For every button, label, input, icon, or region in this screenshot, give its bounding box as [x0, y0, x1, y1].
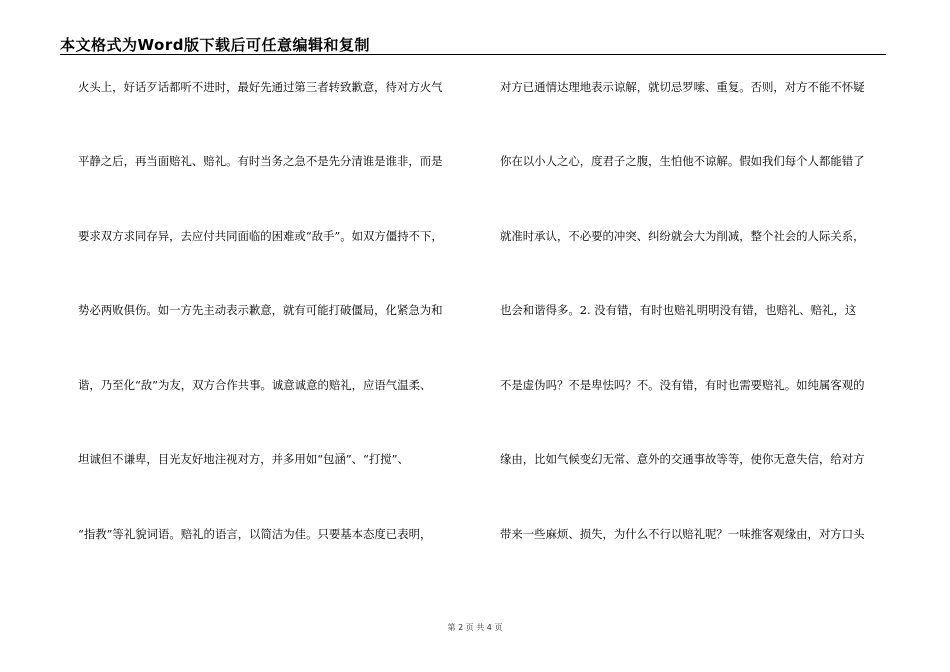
text-line: 势必两败俱伤。如一方先主动表示歉意，就有可能打破僵局，化紧急为和 — [78, 303, 443, 317]
text-line: 坦诚但不谦卑，目光友好地注视对方，并多用如“包涵”、“打搅”、 — [78, 452, 409, 466]
text-line: 要求双方求同存异，去应付共同面临的困难或“敌手”。如双方僵持不下， — [78, 229, 443, 243]
text-line: 缘由，比如气候变幻无常、意外的交通事故等等，使你无意失信，给对方 — [500, 452, 865, 466]
header-divider — [60, 54, 886, 55]
text-line: 你在以小人之心，度君子之腹，生怕他不谅解。假如我们每个人都能错了 — [500, 154, 865, 168]
text-line: 谐，乃至化“敌”为友，双方合作共事。诚意诚意的赔礼，应语气温柔、 — [78, 378, 432, 392]
text-line: 平静之后，再当面赔礼、赔礼。有时当务之急不是先分清谁是谁非，而是 — [78, 154, 443, 168]
text-line: 对方已通情达理地表示谅解，就切忌罗嗦、重复。否则，对方不能不怀疑 — [500, 80, 865, 94]
text-line: 火头上，好话歹话都听不进时，最好先通过第三者转致歉意，待对方火气 — [78, 80, 443, 94]
text-line: 也会和谐得多。2. 没有错，有时也赔礼明明没有错，也赔礼、赔礼，这 — [500, 303, 857, 317]
text-line: 就准时承认，不必要的冲突、纠纷就会大为削减，整个社会的人际关系， — [500, 229, 865, 243]
page-header: 本文格式为Word版下载后可任意编辑和复制 — [60, 36, 370, 54]
text-line: 不是虚伪吗？不是卑怯吗？不。没有错，有时也需要赔礼。如纯属客观的 — [500, 378, 865, 392]
page-footer: 第 2 页 共 4 页 — [447, 623, 503, 632]
text-line: “指教”等礼貌词语。赔礼的语言，以简洁为佳。只要基本态度已表明， — [78, 527, 432, 541]
text-line: 带来一些麻烦、损失，为什么不行以赔礼呢？一味推客观缘由，对方口头 — [500, 527, 865, 541]
